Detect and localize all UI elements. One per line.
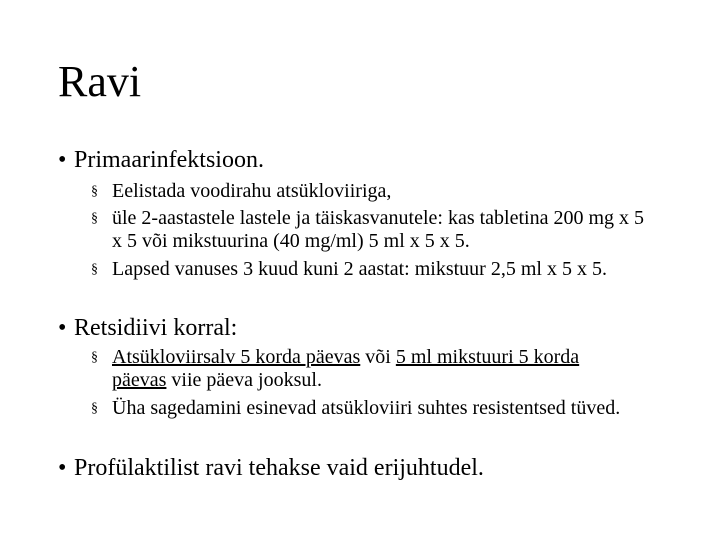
sub-bullet-icon: §	[91, 211, 98, 226]
bullet-icon: •	[58, 455, 67, 481]
bullet-text: Retsidiivi korral:	[74, 315, 238, 341]
sub-bullet-item	[91, 180, 691, 203]
sub-bullet-text: üle 2-aastastele lastele ja täiskasvanutele: kas tabletina 200 mg x 5 x 5 või mikstuurina (40 mg/ml) 5 ml x 5 x 5.	[112, 207, 645, 252]
underlined-text: 5 ml mikstuuri 5 korda päevas	[112, 346, 580, 391]
trailing-text: viie päeva jooksul.	[166, 369, 322, 391]
underlined-text: Atsükloviirsalv 5 korda päevas	[112, 346, 361, 368]
sub-bullet-item	[91, 258, 671, 281]
connector-text: või	[360, 346, 396, 368]
sub-bullet-item	[91, 207, 651, 253]
bullet-icon: •	[58, 315, 67, 341]
sub-bullet-icon: §	[91, 401, 98, 416]
sub-bullet-text: Lapsed vanuses 3 kuud kuni 2 aastat: mikstuur 2,5 ml x 5 x 5.	[112, 258, 607, 280]
sub-bullet-text	[112, 346, 631, 392]
sub-bullet-icon: §	[91, 184, 98, 199]
sub-bullet-text: Üha sagedamini esinevad atsükloviiri suhtes resistentsed tüved.	[112, 397, 621, 419]
sub-bullet-icon: §	[91, 350, 98, 365]
bullet-text: Primaarinfektsioon.	[74, 147, 264, 173]
bullet-item	[58, 454, 484, 482]
sub-bullet-item	[91, 397, 671, 420]
sub-bullet-icon: §	[91, 262, 98, 277]
sub-bullet-item	[91, 346, 631, 392]
bullet-icon: •	[58, 147, 67, 173]
bullet-item	[58, 314, 237, 342]
sub-bullet-text: Eelistada voodirahu atsükloviiriga,	[112, 180, 392, 202]
bullet-text: Profülaktilist ravi tehakse vaid erijuhtudel.	[74, 455, 484, 481]
slide-title: Ravi	[58, 57, 142, 106]
bullet-item	[58, 146, 264, 174]
